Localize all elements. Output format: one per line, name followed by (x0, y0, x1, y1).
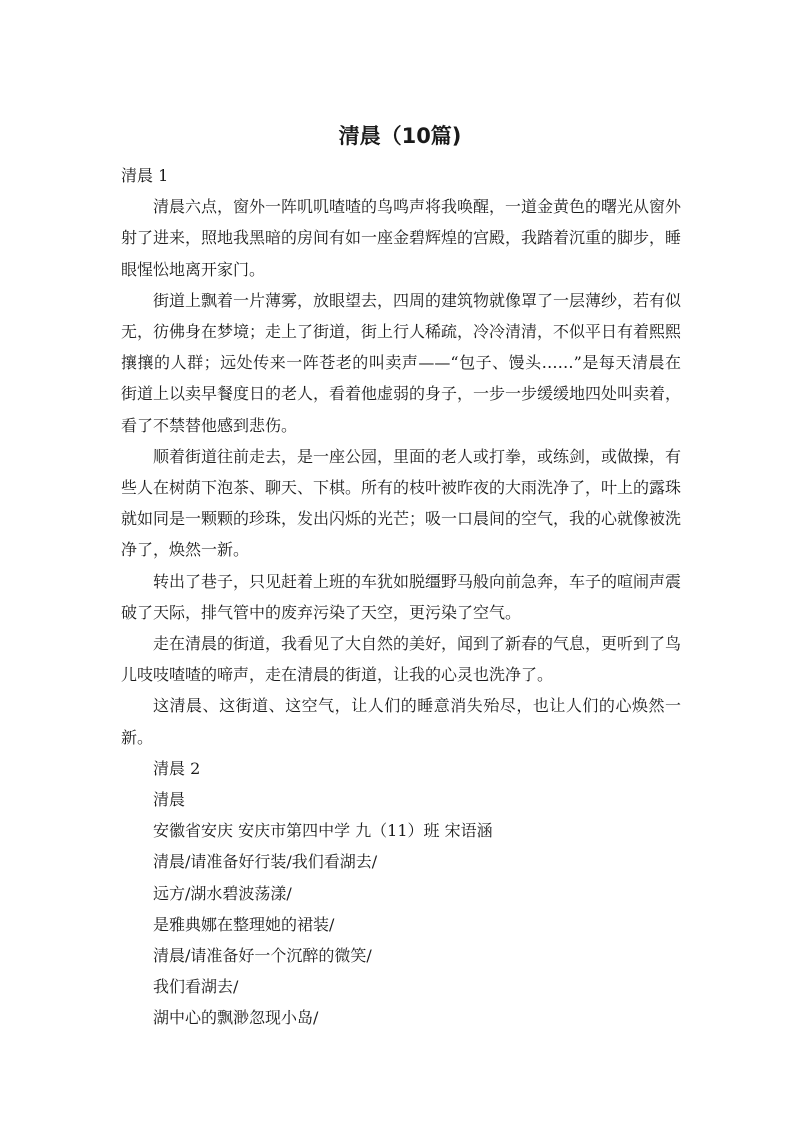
poem-line: 我们看湖去/ (153, 977, 239, 997)
poem-line: 清晨/请准备好一个沉醉的微笑/ (153, 946, 372, 966)
poem-line: 清晨/请准备好行装/我们看湖去/ (153, 852, 378, 872)
document-body (121, 160, 681, 1034)
poem-title: 清晨 (153, 790, 186, 810)
poem-author: 安徽省安庆 安庆市第四中学 九（11）班 宋语涵 (153, 821, 493, 841)
poem-line: 远方/湖水碧波荡漾/ (153, 883, 292, 903)
paragraph: 街道上飘着一片薄雾，放眼望去，四周的建筑物就像罩了一层薄纱，若有似无，彷佛身在梦境；走上了街道，街上行人稀疏，冷冷清清，不似平日有着熙熙攘攘的人群；远处传来一阵苍老的叫卖声——“包子、馒头……”是每天清晨在街道上以卖早餐度日的老人，看着他虚弱的身子，一步一步缓缓地四处叫卖着，看了不禁替他感到悲伤。 (121, 290, 682, 435)
paragraph: 这清晨、这街道、这空气，让人们的睡意消失殆尽，也让人们的心焕然一新。 (121, 696, 681, 747)
paragraph: 顺着街道往前走去，是一座公园，里面的老人或打拳，或练剑，或做操，有些人在树荫下泡茶、聊天、下棋。所有的枝叶被昨夜的大雨洗净了，叶上的露珠就如同是一颗颗的珍珠，发出闪烁的光芒；吸一口晨间的空气，我的心就像被洗净了，焕然一新。 (121, 446, 682, 560)
poem-line: 是雅典娜在整理她的裙装/ (153, 914, 335, 934)
paragraph: 走在清晨的街道，我看见了大自然的美好，闻到了新春的气息，更听到了鸟儿吱吱喳喳的啼声，走在清晨的街道，让我的心灵也洗净了。 (121, 634, 682, 685)
section-heading: 清晨 2 (153, 758, 201, 778)
poem-line: 湖中心的飘渺忽现小岛/ (153, 1008, 319, 1028)
paragraph: 清晨六点，窗外一阵叽叽喳喳的鸟鸣声将我唤醒，一道金黄色的曙光从窗外射了进来，照地我黑暗的房间有如一座金碧辉煌的宫殿，我踏着沉重的脚步，睡眼惺忪地离开家门。 (121, 197, 682, 279)
paragraph: 转出了巷子，只见赶着上班的车犹如脱缰野马般向前急奔，车子的喧闹声震破了天际，排气管中的废弃污染了天空，更污染了空气。 (121, 571, 682, 622)
document-title: 清晨（10篇) (338, 124, 462, 148)
section-heading: 清晨 1 (121, 166, 169, 185)
